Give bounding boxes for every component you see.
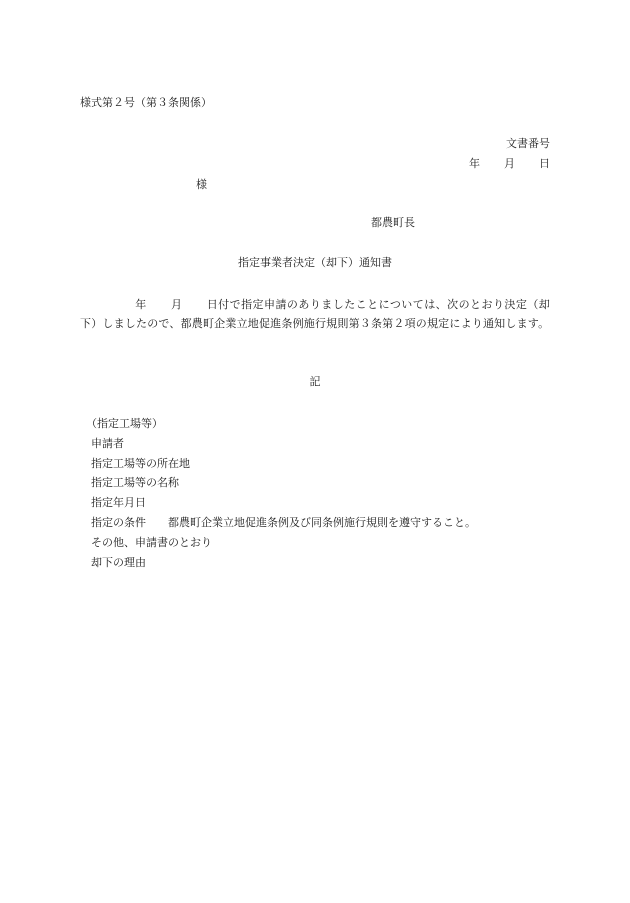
item-applicant: 申請者	[91, 436, 124, 450]
document-title: 指定事業者決定（却下）通知書	[238, 256, 392, 269]
item-conditions	[80, 513, 476, 533]
addressee-suffix: 様	[196, 178, 207, 191]
item-factory-location: 指定工場等の所在地	[91, 456, 190, 470]
conditions-text: 都農町企業立地促進条例及び同条例施行規則を遵守すること。	[168, 515, 476, 529]
ki-heading: 記	[309, 375, 321, 388]
date-line	[469, 157, 550, 171]
conditions-label: 指定の条件	[91, 515, 146, 529]
item-other: その他、申請書のとおり	[91, 535, 212, 549]
item-factory-name: 指定工場等の名称	[91, 476, 179, 490]
form-label: 様式第２号（第３条関係）	[80, 96, 212, 109]
item-rejection-reason: 却下の理由	[91, 555, 146, 569]
item-section-label: （指定工場等）	[86, 417, 163, 430]
document-number-label: 文書番号	[506, 137, 550, 150]
sender-name: 都農町長	[371, 216, 415, 229]
date-year-label: 年	[469, 157, 480, 170]
item-list	[80, 414, 476, 572]
body-text: 日付で指定申請のありましたことについては、次のとおり決定（却下）しましたので、都農町企業立地促進条例施行規則第３条第２項の規定により通知します。	[80, 298, 550, 330]
date-day-label: 日	[539, 157, 550, 170]
body-paragraph	[80, 295, 550, 333]
date-month-label: 月	[504, 157, 515, 170]
body-year-label: 年	[135, 298, 147, 311]
item-designation-date: 指定年月日	[91, 496, 146, 510]
body-month-label: 月	[170, 298, 183, 311]
